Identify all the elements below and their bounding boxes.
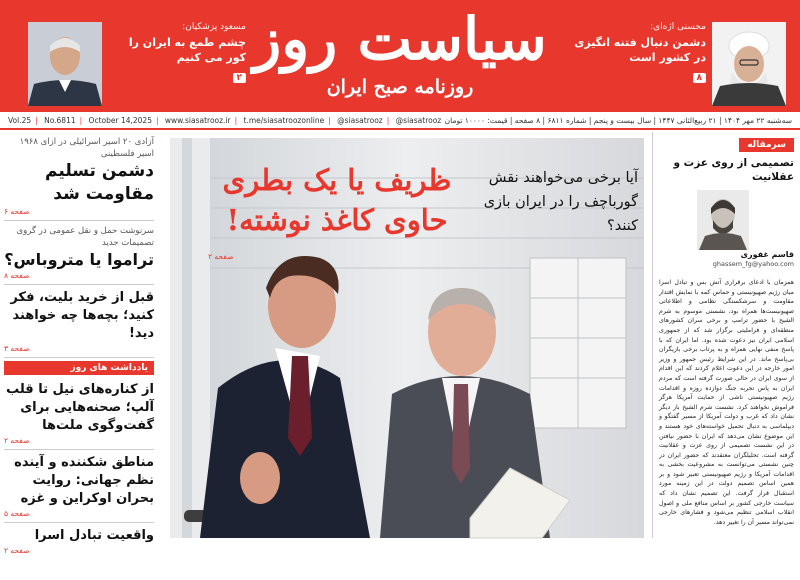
left-teaser[interactable]: [24, 22, 252, 104]
social-handle[interactable]: @siasatrooz: [337, 116, 383, 125]
issue-meta-latin: Vol.25 | No.6811 | October 14,2025 | www.siasatrooz.ir | t.me/siasatroozonline | @siasatrooz | @siasatrooz: [8, 116, 442, 125]
story-title[interactable]: تراموا یا متروباس؟: [4, 250, 154, 269]
teaser-speaker: محسنی اژه‌ای:: [650, 22, 706, 32]
page-number-badge: ۸: [693, 73, 707, 83]
note-page-ref: صفحه ۵: [4, 509, 30, 518]
note-page-ref: صفحه ۲: [4, 436, 30, 445]
author-name: قاسم غفوری: [740, 250, 794, 259]
story-title[interactable]: قبل از خرید بلیت، فکر کنید؛ بچه‌ها چه خواهند دید!: [10, 290, 154, 341]
teaser-headline[interactable]: چشم طمع به ایران را کور می کنیم: [128, 36, 246, 64]
website-link[interactable]: www.siasatrooz.ir: [164, 116, 231, 125]
logo-tagline: روزنامه صبح ایران: [326, 76, 474, 98]
note-item[interactable]: [4, 450, 154, 523]
lead-headline[interactable]: ظریف یا یک بطری حاوی کاغذ نوشته!: [222, 163, 452, 237]
telegram-link[interactable]: t.me/siasatroozonline: [243, 116, 325, 125]
issue-info-bar: [0, 112, 800, 130]
right-teaser[interactable]: [562, 22, 790, 104]
lead-subheadline[interactable]: آیا برخی می‌خواهند نقش گورباچف را در ایران بازی کنند؟: [483, 170, 638, 234]
story-kicker: سرنوشت حمل و نقل عمومی در گروی تصمیمات جدید: [16, 226, 154, 248]
note-title[interactable]: از کناره‌های نیل تا قلب آلپ؛ صحنه‌هایی برای گفت‌وگوی ملت‌ها: [6, 382, 154, 433]
notes-section-header: یادداشت های روز: [4, 361, 154, 375]
teaser-headline[interactable]: دشمن دنبال فتنه انگیزی در کشور است: [574, 36, 706, 64]
editorial-column: [652, 132, 800, 538]
story-page-ref: صفحه ۶: [4, 207, 30, 216]
news-item[interactable]: [4, 132, 154, 221]
editorial-body-text: همزمان با ادعای برقراری آتش بس و تبادل اسرا میان رژیم صهیونیستی و حماس کمه با نمایش اقتدار مقاومت و سرشکستگی نظامی و اطلاعاتی صهیونیست‌ها همراه بود، نشستی موسوم به شرم الشیخ با حضور ترامپ و برخی سران کشورهای منطقه‌ای و فراملیتی برگزار شد که از جمهوری اسلامی ایران نیز دعوت شده بود. اما ایران که با پاسخ منفی نهایی همراه و به پرتاب برخی بازیگران بی‌پاسخ ماند. در این شرایط رئیس جمهور و وزیر امور خارجه در این دعوت اعلام کردند که این اقدام از سوی ایران در حالی صورت گرفته است که مردم ایران به پاس تجربه جنگ دوازده روزه و اقدامات رژیم صهیونیستی ناشی از حمایت آمریکا هرگز فراموش نخواهند کرد. نشست شرم الشیخ بار دیگر نشان داد که غرب و دولت آمریکا از مسیر گفتگو و دیپلماسی به دنبال تحمیل خواسته‌های خود هستند و این موضوع نشان می‌دهد که ایران با حضور نیافتن در این نشست تصمیمی از روی عزت و عقلانیت گرفته است. تحلیلگران معتقدند که حضور ایران در چنین نشستی می‌توانست به مشروعیت بخشی به اقدامات آمریکا و رژیم صهیونیستی تعبیر شود و بر همین اساس تصمیم دولت در این زمینه مورد استقبال قرار گرفت. این تصمیم نشان داد که سیاست خارجی کشور بر اساس منافع ملی و اصول انقلاب اسلامی تنظیم می‌شود و فشارهای خارجی نمی‌تواند مسیر آن را تغییر دهد.: [659, 279, 794, 526]
story-title[interactable]: دشمن تسلیم مقاومت شد: [45, 161, 154, 204]
note-item[interactable]: [4, 523, 154, 559]
editorial-title[interactable]: تصمیمی از روی عزت و عقلانیت: [673, 157, 794, 183]
volume: Vol.25: [8, 116, 32, 125]
page-number-badge: ۲: [233, 73, 247, 83]
note-title[interactable]: مناطق شکننده و آینده نظم جهانی: روایت بحران اوکراین و غزه: [14, 455, 154, 506]
story-page-ref: صفحه ۸: [4, 271, 30, 280]
issue-number: No.6811: [44, 116, 76, 125]
logo-wordmark: سیاست روز: [253, 5, 547, 73]
teaser-speaker: مسعود پزشکیان:: [182, 22, 246, 32]
cleric-portrait-image: [712, 22, 786, 106]
masthead: [0, 0, 800, 112]
author-photo: [697, 190, 749, 250]
note-item[interactable]: [4, 377, 154, 450]
newspaper-logo: [250, 2, 550, 110]
note-page-ref: صفحه ۲: [4, 546, 30, 555]
lead-page-ref: صفحه ۲: [208, 252, 234, 261]
author-block: [659, 190, 794, 268]
news-item[interactable]: [4, 285, 154, 358]
editorial-label: سرمقاله: [739, 138, 794, 152]
issue-meta-persian: سه‌شنبه ۲۲ مهر ۱۴۰۴ | ۲۱ ربیع‌الثانی ۱۴۴۷ | سال بیست و پنجم | شماره ۶۸۱۱ | ۸ صفحه | قیمت: ۱۰۰۰۰ تومان: [444, 116, 792, 125]
author-email[interactable]: ghassem_fg@yahoo.com: [712, 260, 794, 268]
left-news-column: [0, 132, 160, 555]
president-portrait-image: [28, 22, 102, 106]
story-kicker: آزادی ۲۰ اسیر اسرائیلی در ازای ۱۹۶۸ اسیر فلسطینی: [19, 137, 154, 159]
note-title[interactable]: واقعیت تبادل اسرا: [34, 528, 154, 543]
issue-date: October 14,2025: [88, 116, 152, 125]
story-page-ref: صفحه ۳: [4, 344, 30, 353]
news-item[interactable]: [4, 221, 154, 285]
social-handle[interactable]: @siasatrooz: [395, 116, 442, 125]
